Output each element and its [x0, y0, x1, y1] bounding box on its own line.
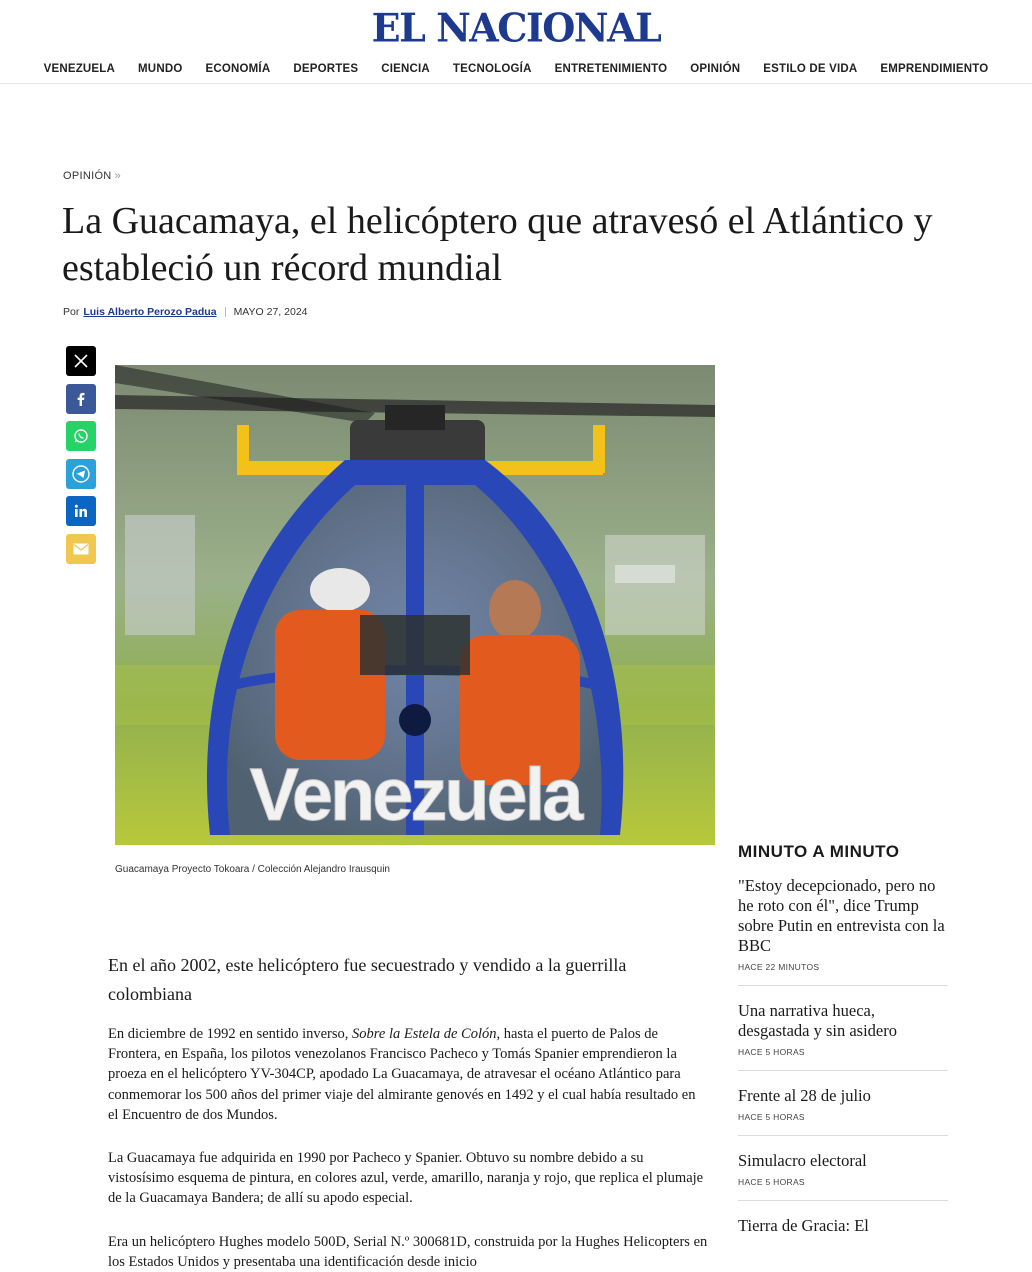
news-item[interactable] [738, 1151, 948, 1201]
nav-emprendimiento[interactable]: EMPRENDIMIENTO [880, 63, 989, 75]
nav-ciencia[interactable]: CIENCIA [381, 63, 430, 75]
nav-venezuela[interactable]: VENEZUELA [43, 63, 116, 75]
byline-divider [225, 307, 226, 317]
image-caption: Guacamaya Proyecto Tokoara / Colección Alejandro Irausquin [115, 864, 390, 875]
paragraph-text: , hasta el puerto de Palos de Frontera, en España, los pilotos venezolanos Francisco Pacheco y Tomás Spanier emprendieron la proeza en el helicóptero YV-304CP, apodado La Guacamaya, de atravesar el océano Atlántico para conmemorar los 500 años del primer viaje del almirante genovés en 1492 y el cual había resultado en el Encuentro de dos Mundos. [108, 1026, 696, 1123]
nav-mundo[interactable]: MUNDO [138, 63, 183, 75]
hero-image-text: Venezuela [249, 753, 581, 836]
article-paragraph: Era un helicóptero Hughes modelo 500D, Serial N.º 300681D, construida por la Hughes Helicopters en los Estados Unidos y presentaba una identificación desde inicio [108, 1234, 708, 1271]
nav-tecnologia[interactable]: TECNOLOGÍA [452, 63, 532, 75]
news-item[interactable] [738, 876, 948, 986]
nav-opinion[interactable]: OPINIÓN [690, 63, 741, 75]
x-icon [74, 354, 88, 368]
author-link[interactable]: Luis Alberto Perozo Padua [83, 306, 217, 318]
breadcrumb-separator: » [114, 170, 121, 182]
news-item-title[interactable]: Frente al 28 de julio [738, 1086, 871, 1105]
news-item[interactable] [738, 1086, 948, 1136]
breadcrumb-section[interactable]: OPINIÓN [63, 170, 112, 182]
hero-image [115, 365, 715, 845]
whatsapp-icon [73, 428, 89, 444]
linkedin-icon [74, 504, 88, 518]
publish-date: MAYO 27, 2024 [233, 306, 308, 318]
nav-estilo-de-vida[interactable]: ESTILO DE VIDA [763, 63, 858, 75]
share-telegram-button[interactable] [66, 459, 96, 489]
paragraph-text: En diciembre de 1992 en sentido inverso, [108, 1026, 353, 1042]
byline [63, 306, 308, 318]
news-item[interactable] [738, 1001, 948, 1071]
share-linkedin-button[interactable] [66, 496, 96, 526]
share-email-button[interactable] [66, 534, 96, 564]
article-paragraph [108, 1024, 708, 1125]
news-item-title[interactable]: Simulacro electoral [738, 1151, 867, 1170]
news-item-title[interactable]: Tierra de Gracia: El [738, 1216, 869, 1235]
sidebar-heading: MINUTO A MINUTO [738, 842, 900, 861]
email-icon [73, 543, 89, 555]
minuto-a-minuto-sidebar [738, 842, 948, 1264]
main-nav [0, 61, 1032, 77]
telegram-icon [72, 465, 90, 483]
share-x-button[interactable] [66, 346, 96, 376]
site-header [0, 0, 1032, 84]
share-whatsapp-button[interactable] [66, 421, 96, 451]
nav-entretenimiento[interactable]: ENTRETENIMIENTO [554, 63, 668, 75]
nav-economia[interactable]: ECONOMÍA [205, 63, 271, 75]
helicopter-photo [115, 365, 715, 845]
paragraph-emphasis: Sobre la Estela de Colón [352, 1026, 497, 1042]
site-logo[interactable]: EL NACIONAL [371, 4, 661, 51]
article-title: La Guacamaya, el helicóptero que atravesó el Atlántico y estableció un récord mundial [62, 200, 933, 289]
facebook-icon [74, 392, 88, 406]
article-paragraph: La Guacamaya fue adquirida en 1990 por Pacheco y Spanier. Obtuvo su nombre debido a su vistosísimo esquema de pintura, en colores azul, verde, amarillo, naranja y rojo, que replica el plumaje de la Guacamaya Bandera; de allí su apodo especial. [108, 1150, 704, 1207]
news-item[interactable] [738, 1216, 948, 1249]
news-item-title[interactable]: "Estoy decepcionado, pero no he roto con él", dice Trump sobre Putin en entrevista con la BBC [738, 876, 945, 955]
news-item-time: HACE 5 HORAS [738, 1047, 805, 1057]
byline-prefix: Por [63, 306, 80, 318]
news-item-time: HACE 5 HORAS [738, 1112, 805, 1122]
article-subheading: En el año 2002, este helicóptero fue secuestrado y vendido a la guerrilla colombiana [108, 955, 627, 1004]
nav-deportes[interactable]: DEPORTES [293, 63, 359, 75]
breadcrumb [63, 170, 121, 182]
share-facebook-button[interactable] [66, 384, 96, 414]
share-bar [66, 346, 96, 572]
news-item-time: HACE 5 HORAS [738, 1177, 805, 1187]
news-item-title[interactable]: Una narrativa hueca, desgastada y sin asidero [738, 1001, 897, 1040]
news-item-time: HACE 22 MINUTOS [738, 962, 820, 972]
